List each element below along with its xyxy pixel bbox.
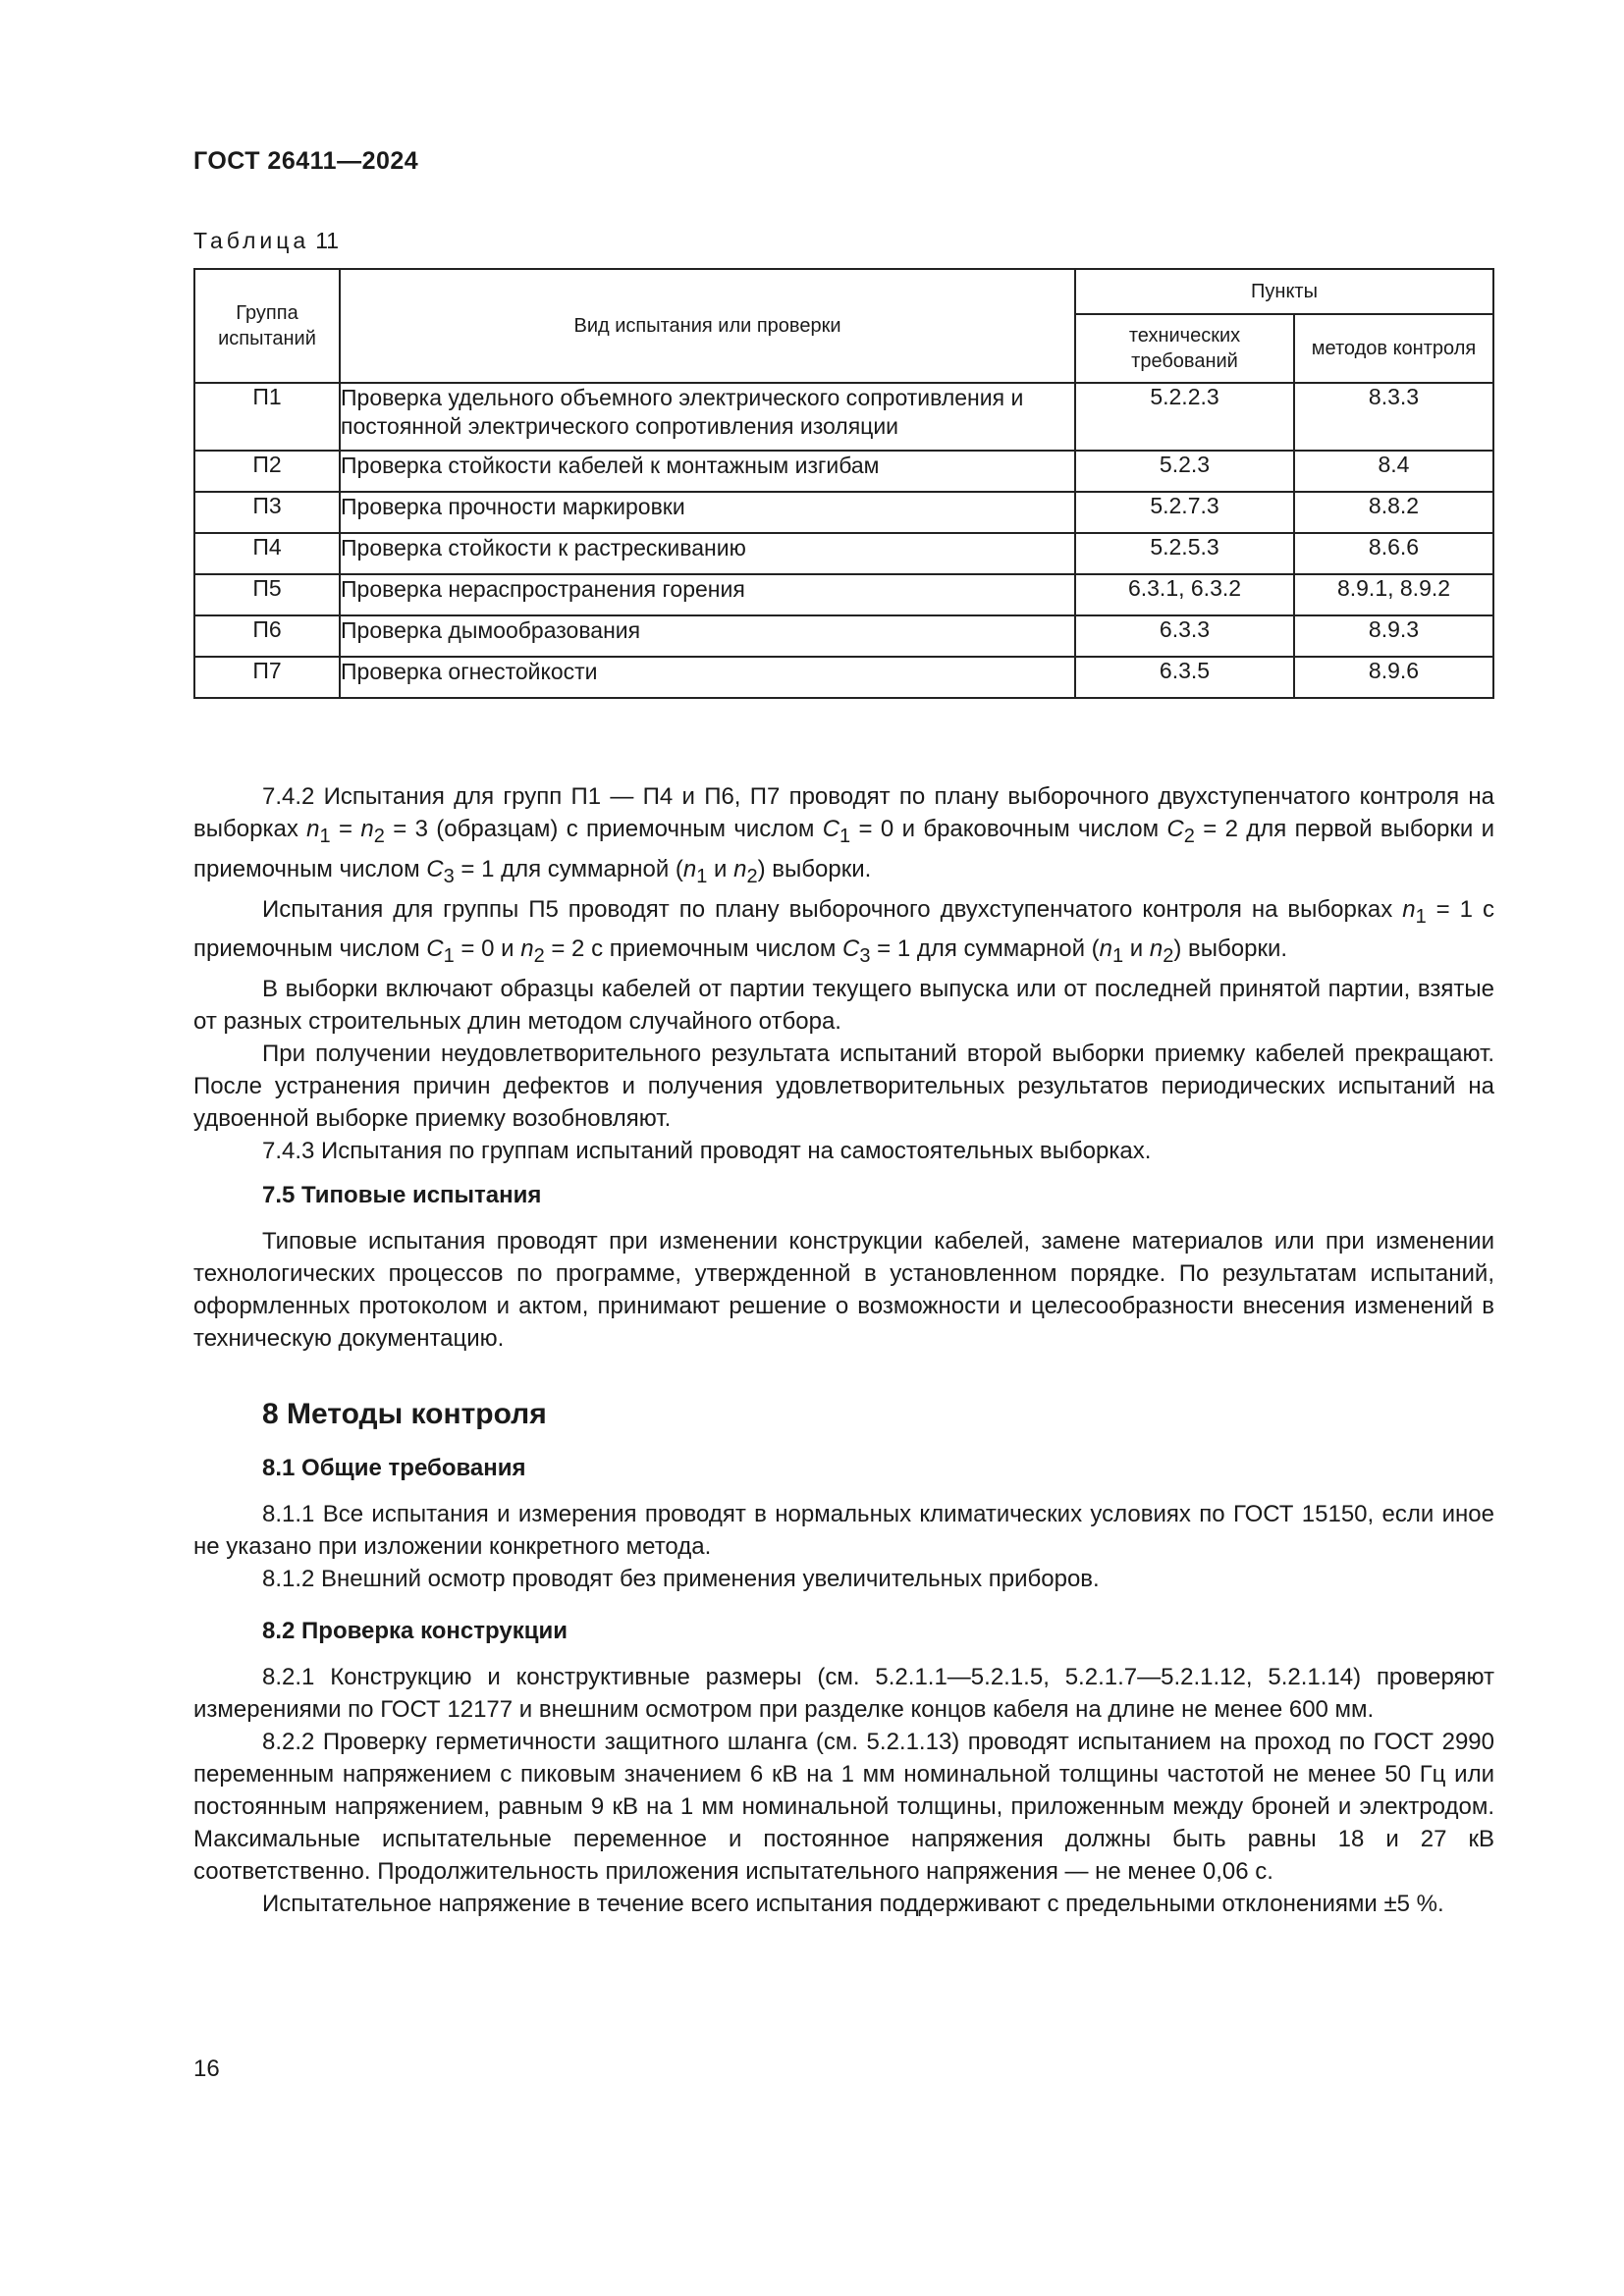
- text-run: = 3 (образцам) с приемочным числом: [384, 816, 823, 842]
- subscript: 1: [319, 825, 331, 847]
- var-n: n: [520, 935, 534, 963]
- paragraph-unsatisfactory: При получении неудовлетворительного результата испытаний второй выборки приемку кабелей прекращают. После устранения причин дефектов и получения удовлетворительных результатов периодических испытаний на удвоенной выборке приемку возобновляют.: [193, 1041, 1494, 1133]
- subscript: 2: [1183, 825, 1195, 847]
- text-run: = 2 с приемочным числом: [544, 935, 843, 963]
- heading-7-5: 7.5 Типовые испытания: [262, 1182, 542, 1209]
- header-control-methods: методов контроля: [1294, 314, 1493, 383]
- cell-tech: 5.2.5.3: [1075, 533, 1294, 574]
- paragraph-8-2-2: 8.2.2 Проверку герметичности защитного шланга (см. 5.2.1.13) проводят испытанием на проход по ГОСТ 2990 переменным напряжением с пиковым значением 6 кВ на 1 мм номинальной толщины частотой не менее 50 Гц или постоянным напряжением, равным 9 кВ на 1 мм номинальной толщины, приложенным между броней и электродом. Максимальные испытательные переменное и постоянное напряжения должны быть равны 18 и 27 кВ соответственно. Продолжительность приложения испытательного напряжения — не менее 0,06 с.: [193, 1729, 1494, 1886]
- paragraph-7-4-2: [193, 780, 1494, 893]
- paragraph-7-4-3: 7.4.3 Испытания по группам испытаний проводят на самостоятельных выборках.: [262, 1138, 1152, 1165]
- cell-methods: 8.9.6: [1294, 657, 1493, 698]
- paragraph-8-2-2-tolerance: Испытательное напряжение в течение всего испытания поддерживают с предельными отклонениями ±5 %.: [262, 1891, 1444, 1918]
- heading-8-2: 8.2 Проверка конструкции: [262, 1618, 568, 1645]
- paragraph-8-2-1: 8.2.1 Конструкцию и конструктивные размеры (см. 5.2.1.1—5.2.1.5, 5.2.1.7—5.2.1.12, 5.2.1.14) проверяют измерениями по ГОСТ 12177 и внешним осмотром при разделке концов кабеля на длине не менее 600 мм.: [193, 1664, 1494, 1724]
- header-tech-requirements: технических требований: [1075, 314, 1294, 383]
- document-code: ГОСТ 26411—2024: [193, 147, 419, 175]
- table-row: [194, 383, 1493, 451]
- cell-tech: 6.3.1, 6.3.2: [1075, 574, 1294, 615]
- header-group: Группа испытаний: [194, 269, 340, 383]
- var-n: n: [733, 855, 747, 882]
- cell-test-type: Проверка дымообразования: [340, 615, 1075, 657]
- text-run: = 1 для суммарной (: [870, 935, 1100, 963]
- main-text: [193, 780, 1494, 1920]
- var-c: C: [426, 935, 444, 963]
- table-row: [194, 492, 1493, 533]
- cell-group: П1: [194, 383, 340, 451]
- subscript: 1: [1415, 905, 1427, 928]
- cell-methods: 8.9.3: [1294, 615, 1493, 657]
- paragraph-samples: В выборки включают образцы кабелей от партии текущего выпуска или от последней принятой партии, взятые от разных строительных длин методом случайного отбора.: [193, 976, 1494, 1036]
- header-test-type: Вид испытания или проверки: [340, 269, 1075, 383]
- tests-table: [193, 268, 1494, 699]
- cell-group: П4: [194, 533, 340, 574]
- cell-tech: 6.3.3: [1075, 615, 1294, 657]
- text-run: ) выборки.: [1173, 935, 1288, 963]
- cell-tech: 5.2.7.3: [1075, 492, 1294, 533]
- subscript: 3: [859, 945, 871, 968]
- text-run: 7.4.2 Испытания для групп П1 — П4 и П6, П7 проводят по плану выборочного двухступенчатого контроля на выборках: [193, 783, 1494, 842]
- var-n: n: [682, 855, 697, 882]
- subscript: 2: [373, 825, 385, 847]
- table-row: [194, 657, 1493, 698]
- subscript: 1: [1112, 945, 1124, 968]
- subscript: 1: [839, 825, 851, 847]
- cell-test-type: Проверка прочности маркировки: [340, 492, 1075, 533]
- text-run: = 0 и: [454, 935, 521, 963]
- table-caption-number: 11: [315, 228, 340, 253]
- cell-tech: 6.3.5: [1075, 657, 1294, 698]
- text-run: и: [707, 855, 734, 882]
- cell-group: П2: [194, 451, 340, 492]
- text-run: ) выборки.: [757, 855, 872, 882]
- var-n: n: [306, 816, 320, 842]
- cell-group: П7: [194, 657, 340, 698]
- text-run: и: [1123, 935, 1150, 963]
- var-c: C: [842, 935, 860, 963]
- cell-group: П3: [194, 492, 340, 533]
- cell-group: П6: [194, 615, 340, 657]
- var-c: C: [822, 816, 840, 842]
- cell-tech: 5.2.2.3: [1075, 383, 1294, 451]
- subscript: 2: [533, 945, 545, 968]
- heading-8: 8 Методы контроля: [262, 1398, 547, 1431]
- cell-test-type: Проверка удельного объемного электрического сопротивления и постоянной электрического сопротивления изоляции: [340, 383, 1075, 451]
- paragraph-7-4-2-p5: [193, 893, 1494, 974]
- var-n: n: [360, 816, 374, 842]
- cell-test-type: Проверка огнестойкости: [340, 657, 1075, 698]
- table-caption: [193, 228, 339, 254]
- subscript: 3: [443, 865, 455, 887]
- var-n: n: [1402, 895, 1416, 923]
- text-run: Испытания для группы П5 проводят по плану выборочного двухступенчатого контроля на выборках: [262, 895, 1403, 923]
- subscript: 1: [443, 945, 455, 968]
- paragraph-7-5: Типовые испытания проводят при изменении конструкции кабелей, замене материалов или при изменении технологических процессов по программе, утвержденной в установленном порядке. По результатам испытаний, оформленных протоколом и актом, принимают решение о возможности и целесообразности внесения изменений в техническую документацию.: [193, 1228, 1494, 1353]
- text-run: = 1 с приемочным числом: [193, 895, 1494, 963]
- subscript: 1: [696, 865, 708, 887]
- table-row: [194, 615, 1493, 657]
- table-row: [194, 533, 1493, 574]
- var-c: C: [1166, 816, 1184, 842]
- cell-tech: 5.2.3: [1075, 451, 1294, 492]
- cell-methods: 8.6.6: [1294, 533, 1493, 574]
- cell-test-type: Проверка стойкости к растрескиванию: [340, 533, 1075, 574]
- cell-methods: 8.8.2: [1294, 492, 1493, 533]
- subscript: 2: [746, 865, 758, 887]
- var-n: n: [1149, 935, 1164, 963]
- paragraph-8-1-2: 8.1.2 Внешний осмотр проводят без применения увеличительных приборов.: [262, 1566, 1100, 1593]
- cell-group: П5: [194, 574, 340, 615]
- heading-8-1: 8.1 Общие требования: [262, 1455, 526, 1482]
- paragraph-8-1-1: 8.1.1 Все испытания и измерения проводят в нормальных климатических условиях по ГОСТ 15150, если иное не указано при изложении конкретного метода.: [193, 1501, 1494, 1561]
- cell-test-type: Проверка стойкости кабелей к монтажным изгибам: [340, 451, 1075, 492]
- table-row: [194, 451, 1493, 492]
- cell-methods: 8.9.1, 8.9.2: [1294, 574, 1493, 615]
- cell-methods: 8.4: [1294, 451, 1493, 492]
- subscript: 2: [1163, 945, 1174, 968]
- cell-test-type: Проверка нераспространения горения: [340, 574, 1075, 615]
- var-n: n: [1099, 935, 1112, 963]
- text-run: = 1 для суммарной (: [454, 855, 683, 882]
- text-run: = 0 и браковочным числом: [850, 816, 1167, 842]
- var-c: C: [426, 855, 444, 882]
- page-number: 16: [193, 2056, 220, 2082]
- cell-methods: 8.3.3: [1294, 383, 1493, 451]
- text-run: =: [330, 816, 361, 842]
- table-caption-word: Таблица: [193, 228, 310, 253]
- table-row: [194, 574, 1493, 615]
- text-run: = 2 для первой выборки и приемочным числом: [193, 816, 1495, 882]
- header-points: Пункты: [1075, 269, 1493, 314]
